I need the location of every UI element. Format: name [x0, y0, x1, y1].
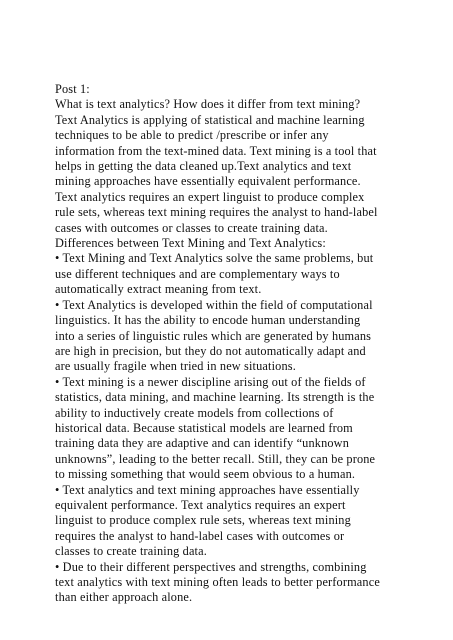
text-line: are usually fragile when tried in new situations.	[55, 359, 296, 374]
text-line: text analytics with text mining often leads to better performance	[55, 575, 380, 589]
bullet-line: • Text mining is a newer discipline arising out of the fields of	[55, 374, 366, 389]
text-line: into a series of linguistic rules which are generated by humans	[55, 328, 372, 343]
section-heading: Differences between Text Mining and Text Analytics:	[55, 236, 326, 251]
post-heading: Post 1:	[55, 82, 90, 96]
bullet-line: • Text analytics and text mining approaches have essentially	[55, 482, 360, 497]
text-line: linguistics. It has the ability to encode human understanding	[55, 313, 361, 328]
question-line: What is text analytics? How does it differ from text mining?	[55, 97, 361, 112]
text-line: training data they are adaptive and can identify “unknown	[55, 436, 350, 451]
text-line: are high in precision, but they do not automatically adapt and	[55, 343, 366, 358]
text-line: historical data. Because statistical models are learned from	[55, 420, 353, 435]
text-line: classes to create training data.	[55, 544, 207, 559]
text-line: equivalent performance. Text analytics requires an expert	[55, 497, 346, 512]
text-line: helps in getting the data cleaned up.Text analytics and text	[55, 159, 352, 174]
text-line: requires the analyst to hand-label cases with outcomes or	[55, 528, 345, 543]
text-line: linguist to produce complex rule sets, whereas text mining	[55, 513, 351, 528]
text-line: mining approaches have essentially equivalent performance.	[55, 174, 361, 189]
text-line: use different techniques and are complementary ways to	[55, 266, 340, 281]
text-line: unknowns”, leading to the better recall. Still, they can be prone	[55, 451, 376, 466]
text-line: automatically extract meaning from text.	[55, 282, 262, 297]
text-line: techniques to be able to predict /prescribe or infer any	[55, 128, 329, 143]
bullet-line: • Text Analytics is developed within the field of computational	[55, 297, 373, 312]
bullet-line: • Text Mining and Text Analytics solve the same problems, but	[55, 251, 374, 266]
text-line: cases with outcomes or classes to create training data.	[55, 220, 328, 235]
text-line: Text analytics requires an expert linguist to produce complex	[55, 189, 365, 204]
text-line: Text Analytics is applying of statistical and machine learning	[55, 112, 365, 127]
text-line: information from the text-mined data. Text mining is a tool that	[55, 143, 377, 158]
text-line: rule sets, whereas text mining requires the analyst to hand-label	[55, 205, 378, 220]
text-line: ability to inductively create models from collections of	[55, 405, 334, 420]
text-line: statistics, data mining, and machine learning. Its strength is the	[55, 390, 375, 405]
text-line: to missing something that would seem obvious to a human.	[55, 467, 356, 482]
text-line: than either approach alone.	[55, 590, 193, 605]
document-body	[55, 82, 415, 606]
bullet-line: • Due to their different perspectives and strengths, combining	[55, 559, 367, 574]
